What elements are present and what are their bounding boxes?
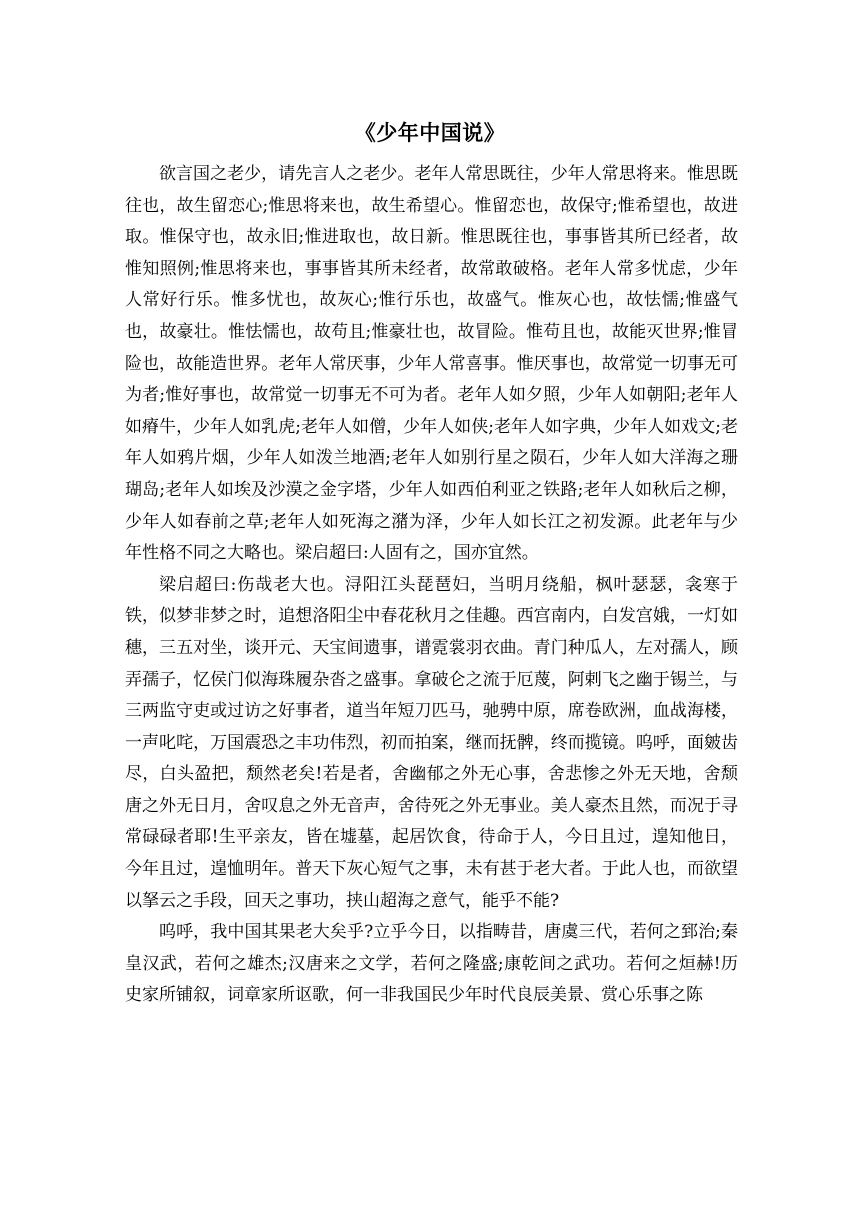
paragraph: 呜呼，我中国其果老大矣乎?立乎今日，以指畴昔，唐虞三代，若何之郅治;秦皇汉武，若何之雄杰;汉唐来之文学，若何之隆盛;康乾间之武功。若何之烜赫!历史家所铺叙，词章家所讴歌，何一非我国民少年时代良辰美景、赏心乐事之陈 bbox=[125, 922, 738, 1006]
paragraph: 欲言国之老少，请先言人之老少。老年人常思既往，少年人常思将来。惟思既往也，故生留恋心;惟思将来也，故生希望心。惟留恋也，故保守;惟希望也，故进取。惟保守也，故永旧;惟进取也，故日新。惟思既往也，事事皆其所已经者，故惟知照例;惟思将来也，事事皆其所未经者，故常敢破格。老年人常多忧虑，少年人常好行乐。惟多忧也，故灰心;惟行乐也，故盛气。惟灰心也，故怯懦;惟盛气也，故豪壮。惟怯懦也，故苟且;惟豪壮也，故冒险。惟苟且也，故能灭世界;惟冒险也，故能造世界。老年人常厌事，少年人常喜事。惟厌事也，故常觉一切事无可为者;惟好事也，故常觉一切事无不可为者。老年人如夕照，少年人如朝阳;老年人如瘠牛，少年人如乳虎;老年人如僧，少年人如侠;老年人如字典，少年人如戏文;老年人如鸦片烟，少年人如泼兰地酒;老年人如别行星之陨石，少年人如大洋海之珊瑚岛;老年人如埃及沙漠之金字塔，少年人如西伯利亚之铁路;老年人如秋后之柳，少年人如春前之草;老年人如死海之潴为泽，少年人如长江之初发源。此老年与少年性格不同之大略也。梁启超曰:人固有之，国亦宜然。 bbox=[125, 164, 738, 564]
document-title: 《少年中国说》 bbox=[354, 121, 506, 145]
paragraph: 梁启超曰:伤哉老大也。浔阳江头琵琶妇，当明月绕船，枫叶瑟瑟，衾寒于铁，似梦非梦之时，追想洛阳尘中春花秋月之佳趣。西宫南内，白发宫娥，一灯如穗，三五对坐，谈开元、天宝间遗事，谱霓裳羽衣曲。青门种瓜人，左对孺人，顾弄孺子，忆侯门似海珠履杂沓之盛事。拿破仑之流于厄蔑，阿剌飞之幽于锡兰，与三两监守吏或过访之好事者，道当年短刀匹马，驰骋中原，席卷欧洲，血战海楼，一声叱咤，万国震恐之丰功伟烈，初而拍案，继而抚髀，终而揽镜。呜呼，面皴齿尽，白头盈把，颓然老矣!若是者，舍幽郁之外无心事，舍悲惨之外无天地，舍颓唐之外无日月，舍叹息之外无音声，舍待死之外无事业。美人豪杰且然，而况于寻常碌碌者耶!生平亲友，皆在墟墓，起居饮食，待命于人，今日且过，遑知他日，今年且过，遑恤明年。普天下灰心短气之事，未有甚于老大者。于此人也，而欲望以拏云之手段，回天之事功，挟山超海之意气，能乎不能? bbox=[125, 574, 738, 911]
document-body bbox=[125, 159, 738, 1012]
